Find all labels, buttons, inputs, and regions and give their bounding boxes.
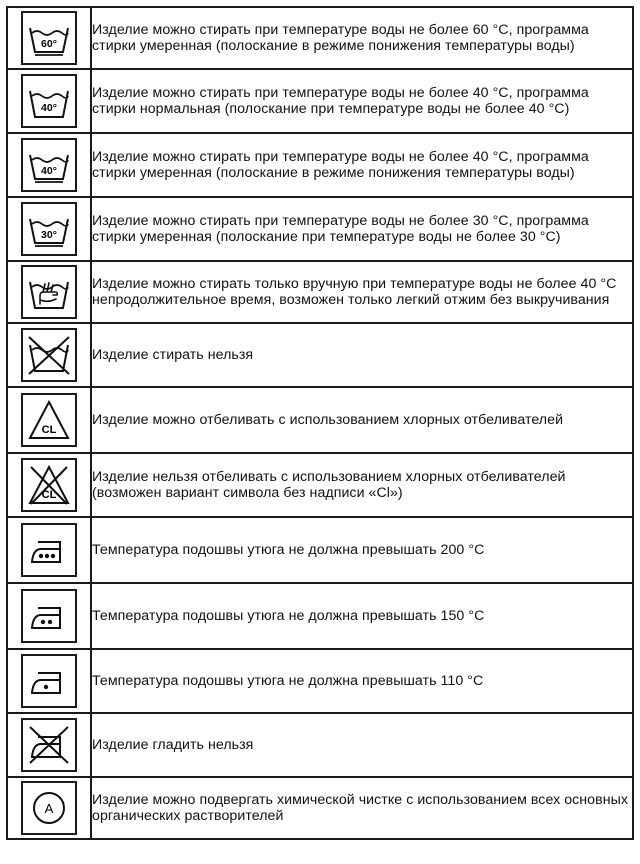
table-row (7, 197, 633, 261)
table-row (7, 69, 633, 133)
wash-30-gentle-icon (21, 202, 77, 256)
svg-text:A: A (44, 801, 54, 816)
row-description: Изделие можно стирать только вручную при температуре воды не более 40 °С непродолжительное время, возможен только легкий отжим без выкручивания (91, 261, 633, 323)
do-not-iron-icon (21, 718, 77, 772)
table-row (7, 387, 633, 453)
wash-40-normal-icon (21, 74, 77, 128)
row-description: Изделие можно отбеливать с использованием хлорных отбеливателей (91, 387, 633, 453)
chlorine-bleach-icon (21, 393, 77, 447)
row-description: Изделие можно стирать при температуре воды не более 30 °С, программа стирки умеренная (полоскание при температуре воды не более 30 °С) (91, 197, 633, 261)
table-row (7, 453, 633, 517)
table-row (7, 323, 633, 387)
table-row (7, 777, 633, 839)
row-description: Температура подошвы утюга не должна превышать 150 °С (91, 583, 633, 649)
row-description: Изделие можно стирать при температуре воды не более 40 °С, программа стирки умеренная (полоскание в режиме понижения температуры воды) (91, 133, 633, 197)
row-description: Температура подошвы утюга не должна превышать 200 °С (91, 517, 633, 583)
hand-wash-icon (21, 265, 77, 319)
dry-clean-a-icon (21, 781, 77, 835)
svg-text:60°: 60° (41, 38, 57, 50)
svg-text:CL: CL (41, 424, 57, 436)
row-description: Изделие можно стирать при температуре воды не более 60 °С, программа стирки умеренная (полоскание в режиме понижения температуры воды) (91, 7, 633, 69)
do-not-wash-icon (21, 328, 77, 382)
care-symbols-table (6, 6, 634, 840)
row-description: Температура подошвы утюга не должна превышать 110 °С (91, 649, 633, 713)
svg-text:40°: 40° (41, 102, 57, 114)
table-row (7, 261, 633, 323)
svg-text:40°: 40° (41, 165, 57, 177)
table-row (7, 713, 633, 777)
row-description: Изделие гладить нельзя (91, 713, 633, 777)
table-row (7, 649, 633, 713)
row-description: Изделие стирать нельзя (91, 323, 633, 387)
row-description: Изделие можно подвергать химической чистке с использованием всех основных органических растворителей (91, 777, 633, 839)
row-description: Изделие можно стирать при температуре воды не более 40 °С, программа стирки нормальная (полоскание при температуре воды не более 40 °С) (91, 69, 633, 133)
iron-three-dots-icon (21, 523, 77, 577)
table-row (7, 517, 633, 583)
table-row (7, 133, 633, 197)
wash-60-gentle-icon (21, 11, 77, 65)
iron-two-dots-icon (21, 589, 77, 643)
svg-text:30°: 30° (41, 229, 57, 241)
row-description: Изделие нельзя отбеливать с использованием хлорных отбеливателей (возможен вариант символа без надписи «Cl») (91, 453, 633, 517)
wash-40-gentle-icon (21, 138, 77, 192)
do-not-chlorine-bleach-icon (21, 458, 77, 512)
table-row (7, 583, 633, 649)
table-row (7, 7, 633, 69)
svg-text:CL: CL (41, 489, 57, 501)
iron-one-dot-icon (21, 654, 77, 708)
